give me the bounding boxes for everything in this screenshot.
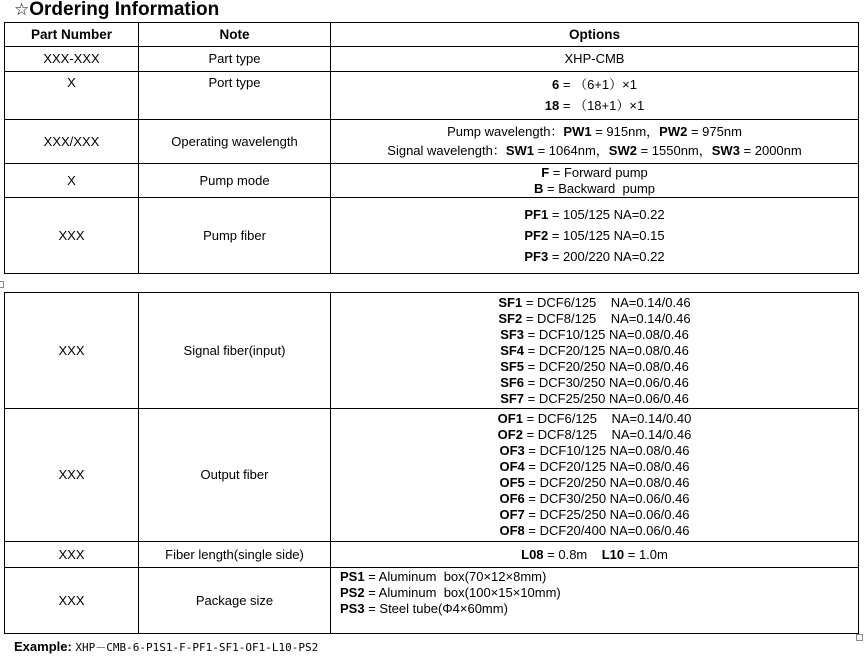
option-code: PW1 <box>563 124 592 139</box>
option-text: = 1550nm， <box>636 143 712 158</box>
option-code: SW2 <box>608 143 637 158</box>
option-line <box>340 569 858 585</box>
part-number-cell: X <box>5 164 139 198</box>
option-text: = DCF10/125 NA=0.08/0.46 <box>524 326 689 342</box>
option-code: SF1 <box>498 294 523 310</box>
option-line <box>331 411 858 427</box>
options-cell <box>331 542 859 568</box>
option-text: = 2000nm <box>739 143 802 158</box>
part-number-cell: XXX <box>5 568 139 634</box>
option-code: OF4 <box>499 459 525 474</box>
options-cell <box>331 293 859 409</box>
note-cell: Package size <box>139 568 331 634</box>
option-code: SF6 <box>500 374 525 390</box>
options-cell <box>331 198 859 274</box>
option-code: L10 <box>601 546 625 562</box>
option-code: B <box>533 180 544 196</box>
option-line <box>331 391 858 407</box>
option-text: = DCF8/125 NA=0.14/0.46 <box>522 427 692 442</box>
option-line <box>331 459 858 475</box>
table-resize-handle[interactable] <box>856 634 863 641</box>
option-line <box>331 77 858 93</box>
option-text: = 200/220 NA=0.22 <box>548 248 665 264</box>
header-note: Note <box>139 23 331 47</box>
table-row <box>5 293 859 409</box>
options-cell <box>331 568 859 634</box>
option-code: SW3 <box>711 143 740 158</box>
option-code: PS3 <box>340 601 365 616</box>
option-text: = DCF8/125 NA=0.14/0.46 <box>522 310 691 326</box>
option-code: SF2 <box>498 310 523 326</box>
table-move-handle[interactable] <box>0 281 4 288</box>
option-code: PW2 <box>659 124 688 139</box>
option-text: XHP-CMB <box>564 51 625 66</box>
options-cell <box>331 409 859 542</box>
example-value: XHP－CMB-6-P1S1-F-PF1-SF1-OF1-L10-PS2 <box>75 641 319 654</box>
option-code: L08 <box>521 546 544 562</box>
option-line <box>331 295 858 311</box>
option-text: = DCF20/125 NA=0.08/0.46 <box>524 342 689 358</box>
note-cell: Operating wavelength <box>139 120 331 164</box>
option-text: = 1064nm， <box>533 143 609 158</box>
option-code: SF4 <box>500 342 525 358</box>
note-cell: Pump mode <box>139 164 331 198</box>
part-number-cell: XXX <box>5 409 139 542</box>
option-line <box>331 143 858 159</box>
option-code: SW1 <box>505 143 534 158</box>
part-number-cell: XXX-XXX <box>5 47 139 72</box>
option-line <box>331 327 858 343</box>
part-number-cell: XXX <box>5 198 139 274</box>
option-text: = Aluminum box(70×12×8mm) <box>364 569 547 584</box>
option-line <box>331 181 858 197</box>
options-cell <box>331 164 859 198</box>
option-text: = 975nm <box>687 124 742 139</box>
star-icon: ☆ <box>14 0 30 19</box>
option-text: = DCF25/250 NA=0.06/0.46 <box>524 390 689 406</box>
table-row <box>5 568 859 634</box>
page-title <box>14 0 219 22</box>
option-text: = DCF20/125 NA=0.08/0.46 <box>524 459 690 474</box>
table-row <box>5 409 859 542</box>
option-code: PF2 <box>524 227 549 243</box>
option-text: = 1.0m <box>624 546 668 562</box>
option-code: OF6 <box>499 491 525 506</box>
option-text: = 105/125 NA=0.15 <box>548 227 665 243</box>
option-code: OF1 <box>497 411 523 426</box>
option-line <box>340 601 858 617</box>
option-line <box>331 124 858 140</box>
option-line <box>331 475 858 491</box>
option-code: OF5 <box>499 475 525 490</box>
note-cell: Port type <box>139 72 331 120</box>
option-text: = DCF10/125 NA=0.08/0.46 <box>524 443 690 458</box>
option-line <box>331 311 858 327</box>
option-text: = 105/125 NA=0.22 <box>548 206 665 222</box>
option-text: = 0.8m <box>543 546 602 562</box>
option-line <box>331 507 858 523</box>
option-line <box>331 491 858 507</box>
option-text: = Aluminum box(100×15×10mm) <box>364 585 561 600</box>
option-line <box>331 98 858 114</box>
table-row <box>5 164 859 198</box>
option-code: 18 <box>544 98 560 113</box>
header-options: Options <box>331 23 859 47</box>
option-line <box>331 547 858 563</box>
option-text: = DCF30/250 NA=0.06/0.46 <box>524 491 690 506</box>
note-cell: Signal fiber(input) <box>139 293 331 409</box>
option-text: = DCF20/250 NA=0.08/0.46 <box>524 475 690 490</box>
option-line <box>331 249 858 265</box>
option-code: OF8 <box>499 523 525 538</box>
option-line <box>331 375 858 391</box>
option-line <box>331 228 858 244</box>
option-code: SF5 <box>500 358 525 374</box>
option-line <box>331 523 858 539</box>
option-line <box>331 359 858 375</box>
ordering-table-part1 <box>4 22 859 274</box>
table-row <box>5 120 859 164</box>
option-code: OF7 <box>499 507 525 522</box>
option-text: Signal wavelength： <box>387 143 506 158</box>
option-text: = DCF20/400 NA=0.06/0.46 <box>524 523 690 538</box>
options-cell <box>331 120 859 164</box>
note-cell: Pump fiber <box>139 198 331 274</box>
option-code: OF2 <box>497 427 523 442</box>
option-code: OF3 <box>499 443 525 458</box>
table-row <box>5 72 859 120</box>
option-text: = DCF25/250 NA=0.06/0.46 <box>524 507 690 522</box>
options-cell <box>331 47 859 72</box>
option-code: SF3 <box>500 326 525 342</box>
option-code: PS1 <box>340 569 365 584</box>
header-part-number: Part Number <box>5 23 139 47</box>
option-code: PF3 <box>524 248 549 264</box>
part-number-cell: XXX <box>5 293 139 409</box>
option-text: = 915nm， <box>591 124 660 139</box>
table-row <box>5 542 859 568</box>
options-cell <box>331 72 859 120</box>
part-number-cell: X <box>5 72 139 120</box>
option-code: PS2 <box>340 585 365 600</box>
option-code: F <box>541 164 550 180</box>
ordering-table-part2 <box>4 292 859 634</box>
option-line <box>331 343 858 359</box>
option-text: = Steel tube(Φ4×60mm) <box>364 601 508 616</box>
option-text: = （18+1）×1 <box>559 98 645 113</box>
table-row <box>5 47 859 72</box>
note-cell: Fiber length(single side) <box>139 542 331 568</box>
option-line <box>331 51 858 67</box>
example-line <box>14 639 318 656</box>
option-text: = （6+1）×1 <box>559 77 637 92</box>
option-line <box>331 427 858 443</box>
option-text: = Forward pump <box>549 164 648 180</box>
option-code: PF1 <box>524 206 549 222</box>
option-text: = DCF20/250 NA=0.08/0.46 <box>524 358 689 374</box>
option-line <box>331 165 858 181</box>
title-text: Ordering Information <box>29 0 220 20</box>
note-cell: Output fiber <box>139 409 331 542</box>
option-line <box>340 585 858 601</box>
table-row <box>5 198 859 274</box>
option-text: Pump wavelength： <box>447 124 564 139</box>
option-text: = Backward pump <box>543 180 656 196</box>
option-code: 6 <box>552 77 560 92</box>
example-label: Example: <box>14 639 76 654</box>
option-text: = DCF30/250 NA=0.06/0.46 <box>524 374 689 390</box>
option-text: = DCF6/125 NA=0.14/0.46 <box>522 294 691 310</box>
part-number-cell: XXX/XXX <box>5 120 139 164</box>
note-cell: Part type <box>139 47 331 72</box>
part-number-cell: XXX <box>5 542 139 568</box>
option-text: = DCF6/125 NA=0.14/0.40 <box>522 411 692 426</box>
option-code: SF7 <box>500 390 525 406</box>
option-line <box>331 443 858 459</box>
option-line <box>331 207 858 223</box>
